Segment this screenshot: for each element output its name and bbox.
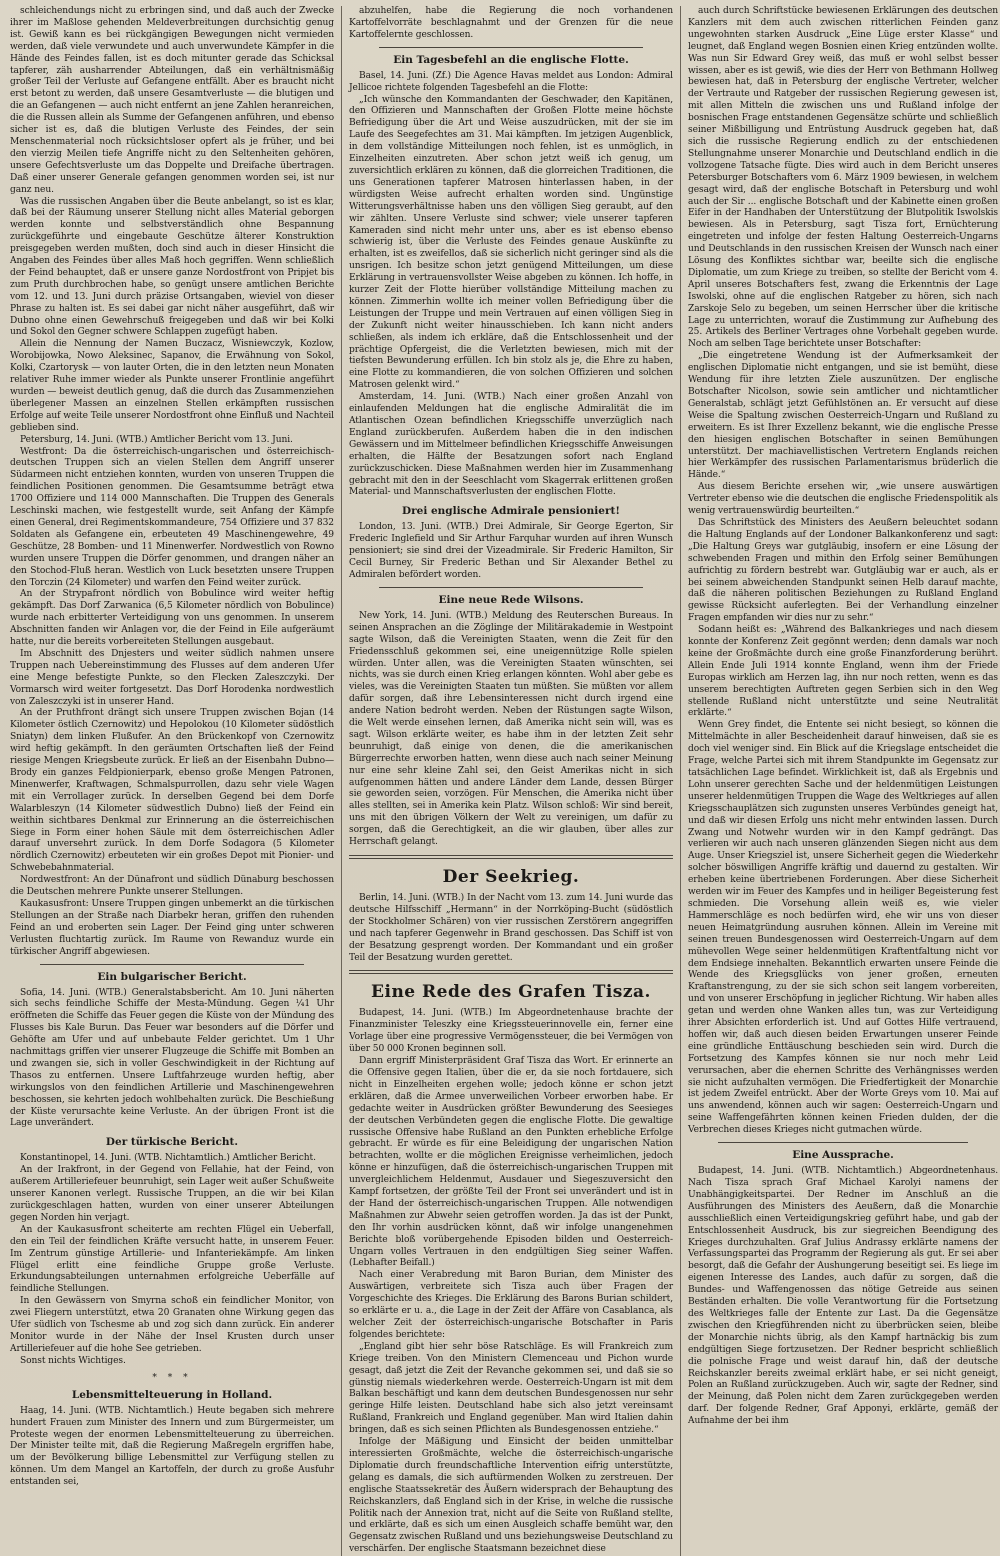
article-paragraph: Budapest, 14. Juni. (WTB.) Im Abgeordnetenhause brachte der Finanzminister Teleszky eine Kriegssteuerinnovelle ein, ferner eine Vorlage über eine progressive Vermögenssteuer, die bei Vermögen von über 50 000 Kronen beginnen soll.	[349, 1008, 673, 1055]
column-1	[8, 6, 336, 1556]
section-heading-fleet-order: Ein Tagesbefehl an die englische Flotte.	[393, 53, 629, 66]
section-heading-tisza: Eine Rede des Grafen Tisza.	[371, 982, 651, 1003]
divider-rule	[379, 587, 643, 588]
article-paragraph: Konstantinopel, 14. Juni. (WTB. Nichtamtlich.) Amtlicher Bericht.	[20, 1153, 316, 1164]
article-paragraph: „Die eingetretene Wendung ist der Aufmerksamkeit der englischen Diplomatie nicht entgangen, und sie ist bemüht, diese Wendung für ihre letzten Ziele auszunützen. Der englische Botschafter Nicolson, sowie sein amtlicher und nichtamtlicher Generalstab, schlägt jetzt Gefühlstönen an. Er versucht auf diese Weise die Spaltung zwischen Oesterreich-Ungarn und Rußland zu erweitern. Es ist Ihrer Exzellenz bekannt, wie die englische Presse den hiesigen englischen Botschafter in seinen Bemühungen unterstützt. Der machiavellistischen Vertretern Englands reichen hier Werkämpfer des russischen Parlamentarismus brüderlich die Hände.“	[688, 351, 998, 481]
section-heading-aussprache: Eine Aussprache.	[792, 1149, 894, 1162]
article-paragraph: In den Gewässern von Smyrna schoß ein feindlicher Monitor, von zwei Fliegern unterstützt, etwa 20 Granaten ohne Wirkung gegen das Ufer südlich von Tschesme ab und zog sich dann zurück. Ein anderer Monitor wurde in der Nähe der Insel Krusten durch unser Artilleriefeuer auf die hohe See getrieben.	[10, 1296, 334, 1354]
article-paragraph: Dann ergriff Ministerpräsident Graf Tisza das Wort. Er erinnerte an die Offensive gegen Italien, über die er, da sie noch fortdauere, sich nicht in Einzelheiten ergehen wolle; jedoch könne er schon jetzt erklären, daß die Armee unverweilichen Vorbeer erworben habe. Er gedachte weiter in Ausdrücken größter Bewunderung des Seesieges der deutschen Verbündeten gegen die englische Flotte. Die gewaltige russische Offensive habe Rußland an den Punkten erhebliche Erfolge gebracht. Er würde es für eine Beleidigung der ungarischen Nation betrachten, wollte er die möglichen Ereignisse verheimlichen, jedoch könne er hinzufügen, daß die österreichisch-ungarischen Truppen mit unvergleichlichem Heldenmut, Ausdauer und Siegeszuversicht den Kampf fortsetzen, der größte Teil der Front sei unverändert und ist in der Hand der österreichisch-ungarischen Truppen. Alle notwendigen Maßnahmen zur Abwehr seien getroffen worden. Ja das ist der Punkt, den Ihr vorhin ausdrücken könnt, daß wir infolge unangenehmen Berichte bloß vorübergehende Episoden bilden und Oesterreich-Ungarn volles Vertrauen in den endgültigen Sieg seiner Waffen. (Lebhafter Beifall.)	[349, 1056, 673, 1269]
article-paragraph: Petersburg, 14. Juni. (WTB.) Amtlicher Bericht vom 13. Juni.	[20, 434, 293, 445]
article-paragraph: New York, 14. Juni. (WTB.) Meldung des Reuterschen Bureaus. In seinen Ansprachen an die Zöglinge der Militärakademie in Westpoint sagte Wilson, daß die Vereinigten Staaten, wenn die Zeit für den Friedensschluß gekommen sei, eine uneigennützige Rolle spielen würden. Unter allen, was die Vereinigten Staaten wünschten, sei nichts, was sie durch einen Krieg erlangen könnten. Wohl aber gebe es vieles, was die Vereinigten Staaten tun müßten. Sie müßten vor allem dafür sorgen, daß ihre Lebensinteressen nicht durch irgend eine andere Nation bedroht werden. Neben der Rüstungen sagte Wilson, die Welt werde einsehen lernen, daß Amerika nicht sein will, was es sagt. Wilson erklärte weiter, es habe ihm in der letzten Zeit sehr beunruhigt, daß einige von denen, die die amerikanischen Bürgerrechte erworben hatten, wenn diese auch nach seiner Meinung nur eine sehr kleine Zahl sei, den Geist Amerikas nicht in sich aufgenommen hätten und andere Länder dem Lande, dessen Bürger sie geworden seien, vorzögen. Für Menschen, die Amerika nicht über alles stellten, sei in Amerika kein Platz. Wilson schloß: Wir sind bereit, uns mit den übrigen Völkern der Welt zu vereinigen, um dafür zu sorgen, daß die Gerechtigkeit, an die wir glauben, über alles zur Herrschaft gelangt.	[349, 610, 673, 848]
section-heading-bulgarian-report: Ein bulgarischer Bericht.	[97, 970, 247, 983]
article-paragraph: „England gibt hier sehr böse Ratschläge. Es will Frankreich zum Kriege treiben. Von den Ministern Clemenceau und Pichon wurde gesagt, daß jetzt die Zeit der Revanche gekommen sei, und daß sie so günstig niemals wiederkehren werde. Oesterreich-Ungarn ist mit dem Balkan beschäftigt und kann dem deutschen Bundesgenossen nur sehr geringe Hilfe leisten. Deutschland habe sich also jetzt vereinsamt Rußland, Frankreich und England gegenüber. Man wird Italien dahin bringen, daß es sich seinen Pflichten als Bundesgenossen entziehe.“	[349, 1341, 673, 1436]
divider-rule	[349, 970, 673, 974]
article-paragraph: Das Schriftstück des Ministers des Aeußern beleuchtet sodann die Haltung Englands auf der Londoner Balkankonferenz und sagt: „Die Haltung Greys war gutgläubig, insofern er eine Lösung der schwebenden Fragen und mithin den Erfolg seiner Bemühungen aufrichtig zu fördern bestrebt war. Gutgläubig war er auch, als er bei seinem abweichenden Standpunkt seinen Helb darauf machte, daß die näheren politischen Beziehungen zu Rußland England gewisse Rücksicht auferlegten. Bei der Verhandlung einzelner Fragen empfanden wir dies nur zu sehr.“	[688, 517, 998, 624]
article-paragraph: Amsterdam, 14. Juni. (WTB.) Nach einer großen Anzahl von einlaufenden Meldungen hat die englische Admiralität die im Atlantischen Ozean befindlichen Kriegsschiffe unverzüglich nach England zurückberufen. Außerdem haben die in den indischen Gewässern und im Mittelmeer befindlichen Kriegsschiffe Anweisungen erhalten, die Hälfte der Besatzungen sofort nach England zurückzuschicken. Diese Maßnahmen werden hier im Zusammenhang gebracht mit den in der Seeschlacht vom Skagerrak erlittenen großen Material- und Mannschaftsverlusten der englischen Flotte.	[349, 392, 673, 498]
section-heading-holland: Lebensmittelteuerung in Holland.	[71, 1388, 273, 1401]
article-paragraph: An der Kaukasusfront scheiterte am rechten Flügel ein Ueberfall, den ein Teil der feindlichen Kräfte versucht hatte, in unserem Feuer. Im Zentrum günstige Artillerie- und Infanteriekämpfe. Am linken Flügel erlitt eine feindliche Gruppe große Verluste. Erkundungsabteilungen unternahmen erfolgreiche Ueberfälle auf feindliche Stellungen.	[10, 1224, 334, 1295]
section-heading-wilson: Eine neue Rede Wilsons.	[438, 593, 584, 606]
section-heading-turkish-report: Der türkische Bericht.	[105, 1136, 239, 1149]
section-heading-admirals: Drei englische Admirale pensioniert!	[402, 505, 620, 518]
article-paragraph: auch durch Schriftstücke bewiesenen Erklärungen des deutschen Kanzlers mit dem auch zwischen ritterlichen Feinden ganz ungewohnten starken Ausdruck „Eine Lüge erster Klasse“ und leugnet, daß England wegen Bosnien einen Krieg entzünden wollte. Was nun Sir Edward Grey weiß, das muß er wohl selbst besser wissen, aber es ist gewiß, wie dies der Herr von Bethmann Hollweg bewiesen hat, daß in Petersburg der englische Vertreter, welcher der Vertraute und Ratgeber der russischen Regierung gewesen ist, mit allen Mitteln die zwischen uns und Rußland infolge der bosnischen Frage entstandenen Gegensätze schürte und schließlich seiner Mißbilligung und Entrüstung Ausdruck gegeben hat, daß sich die russische Regierung endlich zu der entschiedenen Stellungnahme unserer Monarchie und Deutschland endlich in die vollzogene Tatsache fügte. Dies wird auch in dem Bericht unseres Petersburger Botschafters vom 6. März 1909 bewiesen, in welchem gesagt wird, daß der englische Botschaft in Petersburg und wohl auch der Sir ... englische Botschaft und der Kabinette einen großen Eifer in der Handhaben der Unterstützung der Blutpolitik Iswolskis bewiesen. Als in Petersburg, sagt Tisza fort, Ernüchterung eingetreten und infolge der festen Haltung Oesterreich-Ungarns und Deutschlands in den russischen Kreisen der Wunsch nach einer Lösung des Konfliktes sichtbar war, beeilte sich die englische Diplomatie, um zum Kriege zu treiben, so stellte der Bericht vom 4. April unseres Botschafters fest, zwang die Erkenntnis der Lage Iswolski, ohne auf die englischen Ratgeber zu hören, sich nach Zarskoje Selo zu begeben, um seinen Herrscher über die kritische Lage zu unterrichten, worauf die Zustimmung zur Aufhebung des 25. Artikels des Berliner Vertrages ohne Vorbehalt gegeben wurde. Noch am selben Tage berichtete unser Botschafter:	[688, 6, 998, 350]
article-paragraph: Sonst nichts Wichtiges.	[20, 1355, 126, 1366]
divider-rule	[379, 47, 643, 48]
article-paragraph: Sofia, 14. Juni. (WTB.) Generalstabsbericht. Am 10. Juni näherten sich sechs feindliche Schiffe der Mesta-Mündung. Gegen ¼1 Uhr eröffneten die Schiffe das Feuer gegen die Küste von der Mündung des Flusses bis Kale Burun. Das Feuer war besonders auf die Dörfer und Gehöfte am Ufer und auf unbebaute Felder gerichtet. Um 1 Uhr nachmittags griffen vier unserer Flugzeuge die Schiffe mit Bomben an und zwangen sie, sich in voller Geschwindigkeit in der Richtung auf Thasos zu entfernen. Unsere Luftfahrzeuge wurden heftig, aber wirkungslos von den feindlichen Artillerie und Maschinengewehren beschossen, sie kehrten jedoch wohlbehalten zurück. Die Beschießung der Küste verursachte keine Verluste. An der übrigen Front ist die Lage unverändert.	[10, 987, 334, 1129]
article-paragraph: Basel, 14. Juni. (Zf.) Die Agence Havas meldet aus London: Admiral Jellicoe richtete folgenden Tagesbefehl an die Flotte:	[349, 70, 673, 93]
article-paragraph: Kaukasusfront: Unsere Truppen gingen unbemerkt an die türkischen Stellungen an der Straße nach Diarbekr heran, griffen den ruhenden Feind an und eroberten sein Lager. Der Feind ging unter schweren Verlusten fluchtartig zurück. Im Raume von Rewanduz wurde ein türkischer Angriff abgewiesen.	[10, 898, 334, 957]
article-paragraph: Haag, 14. Juni. (WTB. Nichtamtlich.) Heute begaben sich mehrere hundert Frauen zum Minister des Innern und zum Bürgermeister, um Proteste wegen der enormen Lebensmittelteuerung zu überreichen. Der Minister teilte mit, daß die Regierung Maßregeln ergriffen habe, um der Bevölkerung billige Lebensmittel zur Verfügung stellen zu können. Um dem Mangel an Kartoffeln, der durch zu große Ausfuhr entstanden sei,	[10, 1405, 334, 1488]
column-3	[686, 6, 1000, 1556]
divider-rule	[718, 1142, 968, 1143]
section-heading-seekrieg: Der Seekrieg.	[442, 867, 580, 887]
divider-rule	[349, 855, 673, 859]
divider-rule	[40, 964, 304, 965]
article-paragraph: Budapest, 14. Juni. (WTB. Nichtamtlich.) Abgeordnetenhaus. Nach Tisza sprach Graf Michael Karolyi namens der Unabhängigkeitspartei. Der Redner im Anschluß an die Ausführungen des Ministers des Aeußern, daß die Monarchie ausschließlich einen Verteidigungskrieg geführt habe, und gab der Entschlossenheit Ausdruck, bis zur siegreichen Beendigung des Krieges durchzuhalten. Graf Julius Andrassy erklärte namens der Verfassungspartei das Programm der Regierung als gut. Er sei aber besorgt, daß die Gefahr der Aushungerung beseitigt sei. Es liege im eigenen Interesse des Landes, auch dafür zu sorgen, daß die Bundes- und Waffengenossen das nötige Getreide aus seinen Beständen erhalten. Die volle Verantwortung für die Fortsetzung des Weltkrieges falle der Entente zur Last. Da die Gegensätze zwischen den Kriegführenden nicht zu überbrücken seien, bleibe der Monarchie nichts übrig, als den Kampf hartnäckig bis zum endgültigen Siege fortzusetzen. Der Redner bespricht schließlich die polnische Frage und weist darauf hin, daß der deutsche Reichskanzler bereits zweimal erklärt habe, er sei nicht geneigt, Polen an Rußland zurückzugeben. Auch wir, sagte der Redner, sind der Meinung, daß Polen nicht dem Zaren zurückgegeben werden darf. Der folgende Redner, Graf Apponyi, erklärte, gemäß der Aufnahme der bei ihm	[688, 1166, 998, 1427]
article-paragraph: schleichendungs nicht zu erbringen sind, und daß auch der Zwecke ihrer im Maßlose gehenden Meldeverbreitungen durchsichtig genug ist. Gewiß kann es bei rückgängigen Bewegungen nicht vermieden werden, daß viele verwundete und auch unverwundete Kämpfer in die Hände des Feindes fallen, ist es doch mitunter gerade das Schicksal tapferer, zäh ausharrender Abteilungen, daß ein verhältnismäßig großer Teil der Verluste auf Gefangene entfällt. Aber es braucht nicht erst betont zu werden, daß unsere Gesamtverluste — die blutigen und die an Gefangenen — auch nicht entfernt an jene Zahlen heranreichen, die die Russen allein als Summe der Gefangenen anführen, und ebenso sicher ist es, daß die blutigen Verluste des Feindes, der sein Menschenmaterial noch rücksichtsloser opfert als je früher, und bei den vierzig Meilen tiefe Angriffe nicht zu den Seltenheiten gehören, unsere Gefechtsverluste um das Doppelte und Dreifache übertragen. Daß einer unserer Generale gefangen genommen worden sei, ist nur ganz neu.	[10, 6, 334, 195]
article-paragraph: An der Pruthfront drängt sich unsere Truppen zwischen Bojan (14 Kilometer östlich Czernowitz) und Hepolokou (10 Kilometer südöstlich Sniatyn) dem linken Flußufer. An den Brückenkopf von Czernowitz wird heftig gekämpft. In den geräumten Ortschaften ließ der Feind riesige Mengen Kriegsbeute zurück. Er ließ an der Eisenbahn Dubno—Brody ein ganzes Feldpionierpark, ebenso große Mengen Patronen, Minenwerfer, Kraftwagen, Schmalspurrollen, dazu sehr viele Wagen mit ein Verrollager zurück. In derselben Gegend bei dem Dorfe Walarbleszyn (14 Kilometer südwestlich Dubno) ließ der Feind ein weithin sichtbares Denkmal zur Erinnerung an die österreichischen Siege in Form einer hohen Säule mit dem österreichischen Adler darauf unversehrt zurück. In dem Dorfe Sodagora (5 Kilometer nördlich Czernowitz) erbeuteten wir ein großes Depot mit Pionier- und Schwebebahnmaterial.	[10, 708, 334, 874]
article-paragraph: Aus diesem Berichte ersehen wir, „wie unsere auswärtigen Vertreter ebenso wie die deutschen die englische Friedenspolitik als wenig vertrauenswürdig beurteilten.“	[688, 482, 998, 517]
article-paragraph: Sodann heißt es: „Während des Balkankrieges und nach diesem konnte der Konferenz Zeit gegönnt werden; denn damals war noch keine der Großmächte durch eine große Finanzforderung berührt. Allein Ende Juli 1914 konnte England, wenn ihm der Friede Europas wirklich am Herzen lag, ihn nur noch retten, wenn es das unserem berechtigten Auftreten gegen Serbien sich in den Weg stellende Rußland nicht unterstützte und seine Neutralität erklärte.“	[688, 625, 998, 719]
article-paragraph: London, 13. Juni. (WTB.) Drei Admirale, Sir George Egerton, Sir Frederic Inglefield und Sir Arthur Farquhar wurden auf ihren Wunsch pensioniert; sie sind drei der Vizeadmirale. Sir Frederic Hamilton, Sir Cecil Burney, Sir Frederic Bethan und Sir Alexander Bethel zu Admiralen befördert worden.	[349, 522, 673, 580]
article-paragraph: Allein die Nennung der Namen Buczacz, Wisniewczyk, Kozlow, Worobijowka, Nowo Aleksinec, Sapanov, die Erwähnung von Sokol, Kolki, Czartorysk — von lauter Orten, die in den letzten neun Monaten relativer Ruhe immer wieder als Punkte unserer Frontlinie angeführt wurden — beweist deutlich genug, daß die durch das Zusammenziehen überlegener Massen an einzelnen Stellen erkämpften russischen Erfolge auf weite Teile unserer Nordostfront ohne Einfluß und Nachteil geblieben sind.	[10, 339, 334, 433]
section-stars: * * *	[152, 1372, 192, 1383]
column-2	[347, 6, 675, 1556]
article-paragraph: Infolge der Mäßigung und Einsicht der beiden unmittelbar interessierten Großmächte, welche die österreichisch-ungarische Diplomatie durch freundschaftliche Intervention eifrig unterstützte, gelang es damals, die sich auftürmenden Wolken zu zerstreuen. Der englische Staatssekretär des Äußern widersprach der Behauptung des Reichskanzlers, daß England sich in der Krise, in welche die russische Politik nach der Annexion trat, nicht auf die Seite von Rußland stellte, und erklärte, daß es sich um einen Ausgleich schaffe bemüht war, den Gegensatz zwischen Rußland und uns beziehungsweise Deutschland zu verschärfen. Der englische Staatsmann bezeichnet diese	[349, 1437, 673, 1555]
article-paragraph: „Ich wünsche den Kommandanten der Geschwader, den Kapitänen, den Offizieren und Mannschaften der Großen Flotte meine höchste Befriedigung über die Art und Weise auszudrücken, mit der sie im Laufe des Seegefechtes am 31. Mai kämpften. Im jetzigen Augenblick, in dem vollständige Mitteilungen noch fehlen, ist es unmöglich, in Einzelheiten einzutreten. Aber schon jetzt weiß ich genug, um zuversichtlich erklären zu können, daß die glorreichen Traditionen, die uns Generationen tapferer Matrosen hinterlassen haben, in der würdigsten Weise aufrecht erhalten worden sind. Ungünstige Witterungsverhältnisse haben uns den völligen Sieg geraubt, auf den wir zählten. Unsere Verluste sind schwer; viele unserer tapferen Kameraden sind nicht mehr unter uns, aber es ist ebenso ebenso schwierig ist, über die Verluste des Feindes genaue Auskünfte zu erhalten, ist es zweifellos, daß sie sicherlich nicht geringer sind als die unsrigen. Ich besitze schon jetzt genügend Mitteilungen, um diese Erklärung in vertrauensvollster Weise abgeben zu können. Ich hoffe, in kurzer Zeit der Flotte hierüber vollständige Mitteilung machen zu können. Zimmerhin wollte ich meiner vollen Befriedigung über die Leistungen der Truppe und mein Vertrauen auf einen völligen Sieg in der Zukunft nicht weiter hinausschieben. Ich kann nicht anders schließen, als indem ich erkläre, daß die Entschlossenheit und der prächtige Opfergeist, die die Verletzten bewiesen, mich mit der tiefsten Bewunderung erfüllen. Ich bin stolz als je, die Ehre zu haben, eine Flotte zu kommandieren, die von solchen Offizieren und solchen Matrosen gelenkt wird.“	[349, 94, 673, 391]
article-paragraph: Westfront: Da die österreichisch-ungarischen und österreichisch-deutschen Truppen sich an vielen Stellen dem Angriff unserer Südarmeen nicht entziehen konnten, wurden von unseren Truppen die feindlichen Positionen genommen. Die Gesamtsumme beträgt etwa 1700 Offiziere und 114 000 Mannschaften. Die Truppen des Generals Leschinski machen, wie festgestellt wurde, seit Anfang der Kämpfe einen General, drei Regimentskommandeure, 754 Offiziere und 37 832 Soldaten als Gefangene ein, erbeuteten 49 Maschinengewehre, 49 Geschütze, 28 Bomben- und 11 Minenwerfer. Nordwestlich von Rowno wurden unsere Truppen die Dörfer genommen, und drangen näher an den Stochod-Fluß heran. Westlich von Luck besetzten unsere Truppen den Torczin (24 Kilometer) und warfen den Feind weiter zurück.	[10, 446, 334, 588]
article-paragraph: An der Strypafront nördlich von Bobulince wird weiter heftig gekämpft. Das Dorf Zarwanica (6,5 Kilometer nördlich von Bobulince) wurde nach erbitterter Verteidigung von uns genommen. In unserem Abschnitten fanden wir Anlagen vor, die der Feind in Eile aufgeräumt hatte, nur die bereits vorbereiteten Stellungen ausgebaut.	[10, 589, 334, 648]
article-paragraph: Nordwestfront: An der Dünafront und südlich Dünaburg beschossen die Deutschen mehrere Punkte unserer Stellungen.	[10, 875, 334, 898]
article-paragraph: Wenn Grey findet, die Entente sei nicht besiegt, so können die Mittelmächte in aller Bescheidenheit darauf hinweisen, daß sie es doch viel weniger sind. Ein Blick auf die Kriegslage entscheidet die Frage, welche Partei sich mit ihrem Standpunkte im Gegensatz zur tatsächlichen Lage befindet. Wirklichkeit ist, daß als Ergebnis und Lohn unserer gerechten Sache und der heldenmütigen Leistungen unserer heldenmütigen Truppen die Wage des Weltkrieges auf allen Kriegsschauplätzen sich zugunsten unseres Verbündes geneigt hat, und daß wir diesen Erfolg uns nicht mehr entwinden lassen. Durch Zwang und Notwehr wurden wir in den Kampf gedrängt. Das verlieren wir auch nach unseren glänzenden Siegen nicht aus dem Auge. Unser Kriegsziel ist, unsere Sicherheit gegen die Wiederkehr solcher böswilligen Angriffe kräftig und dauernd zu gestalten. Wir erheben keine übertriebenen Forderungen. Aber diese Sicherheit werden wir im Feuer des Kampfes und in heiliger Begeisterung fest schmieden. Die Vorsehung allein weiß es, wie vieler Hammerschläge es noch bedürfen wird, ehe wir uns von dieser neuen Heimatgründung ausruhen können. Allein im Vereine mit seinen treuen Bundesgenossen wird Oesterreich-Ungarn auf dem mühevollen Wege seiner heldenmütigen Kraftentfaltung nicht vor dem Endsiege innehalten. Bekanntlich erwarten unsere Feinde die Wende des Kriegsglücks von jener großen, erneuten Kraftanstrengung, zu der sie sich schon seit langem vorbereiten, und von unserer Erschöpfung in jeglicher Richtung. Wir haben alles getan und werden ohne Wanken alles tun, was zur Verteidigung ihrer Absichten erforderlich ist. Und auf Gottes Hilfe vertrauend, hoffen wir, daß auch diesen beiden Erwartungen unserer Feinde eine gründliche Enttäuschung beschieden sein wird. Durch die Fortsetzung des Kampfes können sie nur noch mehr Leid verursachen, aber die ehernen Schritte des Verhängnisses werden sie nicht aufzuhalten vermögen. Die Friedfertigkeit der Monarchie ist jedem Zweifel entrückt. Aber der Worte Greys vom 10. Mai auf uns anwendend, können auch wir sagen: Oesterreich-Ungarn und seine Waffengefährten können keinen Frieden dulden, der die Verbrechen dieses Krieges nicht gutmachen würde.	[688, 720, 998, 1136]
article-paragraph: Berlin, 14. Juni. (WTB.) In der Nacht vom 13. zum 14. Juni wurde das deutsche Hilfsschiff „Hermann“ in der Norrköping-Bucht (südöstlich der Stockholmer Schären) von vier russischen Zerstörern angegriffen und nach tapferer Gegenwehr in Brand geschossen. Das Schiff ist von der Besatzung gesprengt worden. Der Kommandant und ein großer Teil der Besatzung wurden gerettet.	[349, 893, 673, 963]
article-paragraph: Im Abschnitt des Dnjesters und weiter südlich nahmen unsere Truppen nach Uebereinstimmung des Flusses auf dem anderen Ufer eine Menge befestigte Punkte, so den Flecken Zaleszczyki. Der Vormarsch wird weiter fortgesetzt. Das Dorf Horodenka nordwestlich von Zaleszczyki ist in unserer Hand.	[10, 648, 334, 707]
article-paragraph: Nach einer Verabredung mit Baron Burian, dem Minister des Auswärtigen, verbreitete sich Tisza auch über Fragen der Vorgeschichte des Krieges. Die Erklärung des Barons Burian schildert, so erklärte er u. a., die Lage in der Zeit der Affäre von Casablanca, als welcher Zeit der österreichisch-ungarische Botschafter in Paris folgendes berichtete:	[349, 1270, 673, 1340]
article-paragraph: Was die russischen Angaben über die Beute anbelangt, so ist es klar, daß bei der Räumung unserer Stellung nicht alles Material geborgen werden konnte und selbstverständlich ohne Bespannung zurückgeführte und eingebaute Geschütze älterer Konstruktion preisgegeben werden mußten, doch sind auch in dieser Hinsicht die Angaben des Feindes über alles Maß hoch gegriffen. Wenn schließlich der Feind behauptet, daß er unsere ganze Nordostfront von Pripjet bis zum Pruth durchbrochen habe, so genügt unsere amtlichen Berichte vom 12. und 13. Juni durch präzise Ortsangaben, wieviel von dieser Phrase zu halten ist. Es sei dabei gar nicht näher ausgeführt, daß wir Dubno ohne einen Gewehrschuß freigegeben und daß wir bei Kolki und Sokol den Gegner schwere Schlappen zugefügt haben.	[10, 196, 334, 338]
article-paragraph: An der Irakfront, in der Gegend von Fellahie, hat der Feind, von außerem Artilleriefeuer beunruhigt, sein Lager weit außer Schußweite unserer Kanonen verlegt. Russische Truppen, an die wir bei Kilan zurückgeschlagen hatten, wurden von einer unserer Abteilungen gegen Norden hin verjagt.	[10, 1165, 334, 1223]
article-paragraph: abzuhelfen, habe die Regierung die noch vorhandenen Kartoffelvorräte beschlagnahmt und der Grenzen für die neue Kartoffelernte geschlossen.	[349, 6, 673, 40]
